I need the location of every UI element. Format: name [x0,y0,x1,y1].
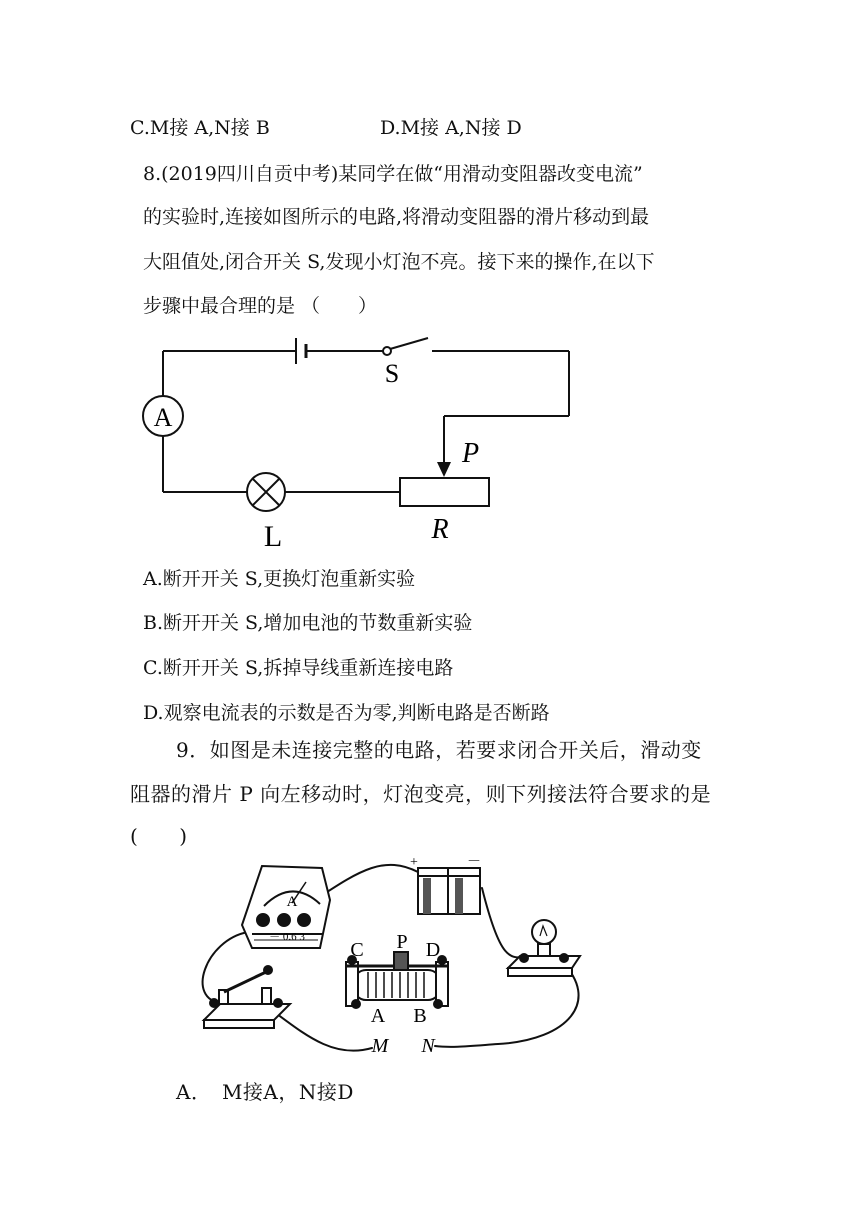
rheo-label-d: D [425,939,441,961]
q9-option-a: A． M接A，N接D [176,1080,354,1104]
wire-battery-lamp [482,888,528,957]
rheo-label-a: A [370,1005,386,1027]
slider-label: P [462,438,480,469]
battery-plus: + [410,855,418,870]
q8-option-a: A.断开开关 S,更换灯泡重新实验 [143,568,416,590]
q9-line-2: 阻器的滑片 P 向左移动时，灯泡变亮，则下列接法符合要求的是 [130,782,712,806]
wire-meter-battery [318,865,418,898]
q9-line-3: ( ) [130,824,188,848]
q8-option-c: C.断开开关 S,拆掉导线重新连接电路 [143,657,454,679]
meter-letter: A [286,894,298,910]
rheo-label-p: P [396,931,408,953]
prev-option-d: D.M接 A,N接 D [380,117,522,139]
q8-line-4: 步骤中最合理的是 （ ） [143,295,378,317]
switch-label: S [384,359,400,388]
q8-option-d: D.观察电流表的示数是否为零,判断电路是否断路 [143,702,550,724]
rheo-label-c: C [350,939,364,961]
q9-line-1: 9．如图是未连接完整的电路，若要求闭合开关后，滑动变 [176,738,702,762]
ammeter-label: A [153,403,173,432]
wire-label-m: M [371,1035,389,1057]
q8-line-2: 的实验时,连接如图所示的电路,将滑动变阻器的滑片移动到最 [143,206,650,228]
prev-option-c: C.M接 A,N接 B [130,117,270,139]
q8-option-b: B.断开开关 S,增加电池的节数重新实验 [143,612,473,634]
knife-switch [204,966,290,1028]
resistor-label: R [431,514,449,545]
battery-minus: － [467,855,481,870]
q8-line-1: 8.(2019四川自贡中考)某同学在做“用滑动变阻器改变电流” [143,163,643,185]
wire-label-n: N [421,1035,435,1057]
rheo-label-b: B [413,1005,427,1027]
lamp-device [508,920,580,976]
lamp-label: L [263,520,283,553]
battery-pack [418,868,480,914]
meter-terminals: － 0.6 3 [269,931,305,943]
q8-line-3: 大阻值处,闭合开关 S,发现小灯泡不亮。接下来的操作,在以下 [143,251,655,273]
